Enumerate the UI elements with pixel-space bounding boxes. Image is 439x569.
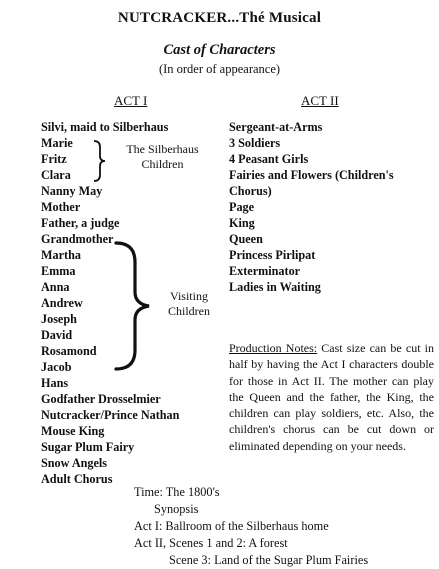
silberhaus-children-label: The Silberhaus Children (126, 142, 199, 171)
time-setting: Time: The 1800's (134, 485, 220, 499)
character-item: Anna (41, 280, 70, 294)
character-item: Queen (229, 232, 263, 246)
scene-three-setting: Scene 3: Land of the Sugar Plum Fairies (169, 553, 369, 567)
character-item: Godfather Drosselmier (41, 392, 161, 406)
character-item: Rosamond (41, 344, 97, 358)
character-item: Sergeant-at-Arms (229, 120, 323, 134)
character-item: Mother (41, 200, 81, 214)
act-two-character-list (229, 119, 434, 295)
character-item: Snow Angels (41, 456, 108, 470)
character-item: David (41, 328, 73, 342)
character-item: Father, a judge (41, 216, 120, 230)
character-item: Ladies in Waiting (229, 280, 321, 294)
act-two-setting: Act II, Scenes 1 and 2: A forest (134, 536, 288, 550)
act-two-heading: ACT II (301, 93, 339, 108)
character-item: Hans (41, 376, 69, 390)
character-item: Fairies and Flowers (Children's Chorus) (229, 168, 394, 198)
character-item: Sugar Plum Fairy (41, 440, 135, 454)
visiting-children-brace (113, 240, 153, 372)
cast-order-note: (In order of appearance) (158, 62, 281, 76)
character-item: Page (229, 200, 255, 214)
character-item: Emma (41, 264, 76, 278)
character-item: Mouse King (41, 424, 105, 438)
character-item: 3 Soldiers (229, 136, 281, 150)
character-item: Jacob (41, 360, 72, 374)
production-notes (229, 340, 434, 454)
character-item: Adult Chorus (41, 472, 113, 486)
act-one-heading: ACT I (114, 93, 148, 108)
synopsis-heading: Synopsis (154, 502, 199, 516)
character-item: Princess Pirlipat (229, 248, 316, 262)
character-item: Martha (41, 248, 81, 262)
character-item: Nutcracker/Prince Nathan (41, 408, 180, 422)
character-item: Silvi, maid to Silberhaus (41, 120, 169, 134)
character-item: Fritz (41, 152, 67, 166)
character-item: Exterminator (229, 264, 301, 278)
character-item: Grandmother (41, 232, 114, 246)
character-item: 4 Peasant Girls (229, 152, 309, 166)
silberhaus-children-brace (92, 139, 108, 183)
cast-heading: Cast of Characters (163, 42, 276, 58)
page-title: NUTCRACKER...Thé Musical (117, 10, 322, 26)
character-item: King (229, 216, 255, 230)
production-notes-label: Production Notes: (229, 341, 318, 355)
character-item: Nanny May (41, 184, 103, 198)
character-item: Marie (41, 136, 73, 150)
character-item: Joseph (41, 312, 77, 326)
production-notes-text: Cast size can be cut in half by having the Act I characters double for those in Act II. The mother can play the Queen and the father, the King, the children can play soldiers, etc. Also, the children's chorus can be cut down or eliminated depending on your needs. (229, 341, 435, 453)
character-item: Clara (41, 168, 71, 182)
visiting-children-label: Visiting Children (168, 289, 210, 318)
act-one-setting: Act I: Ballroom of the Silberhaus home (134, 519, 329, 533)
character-item: Andrew (41, 296, 83, 310)
